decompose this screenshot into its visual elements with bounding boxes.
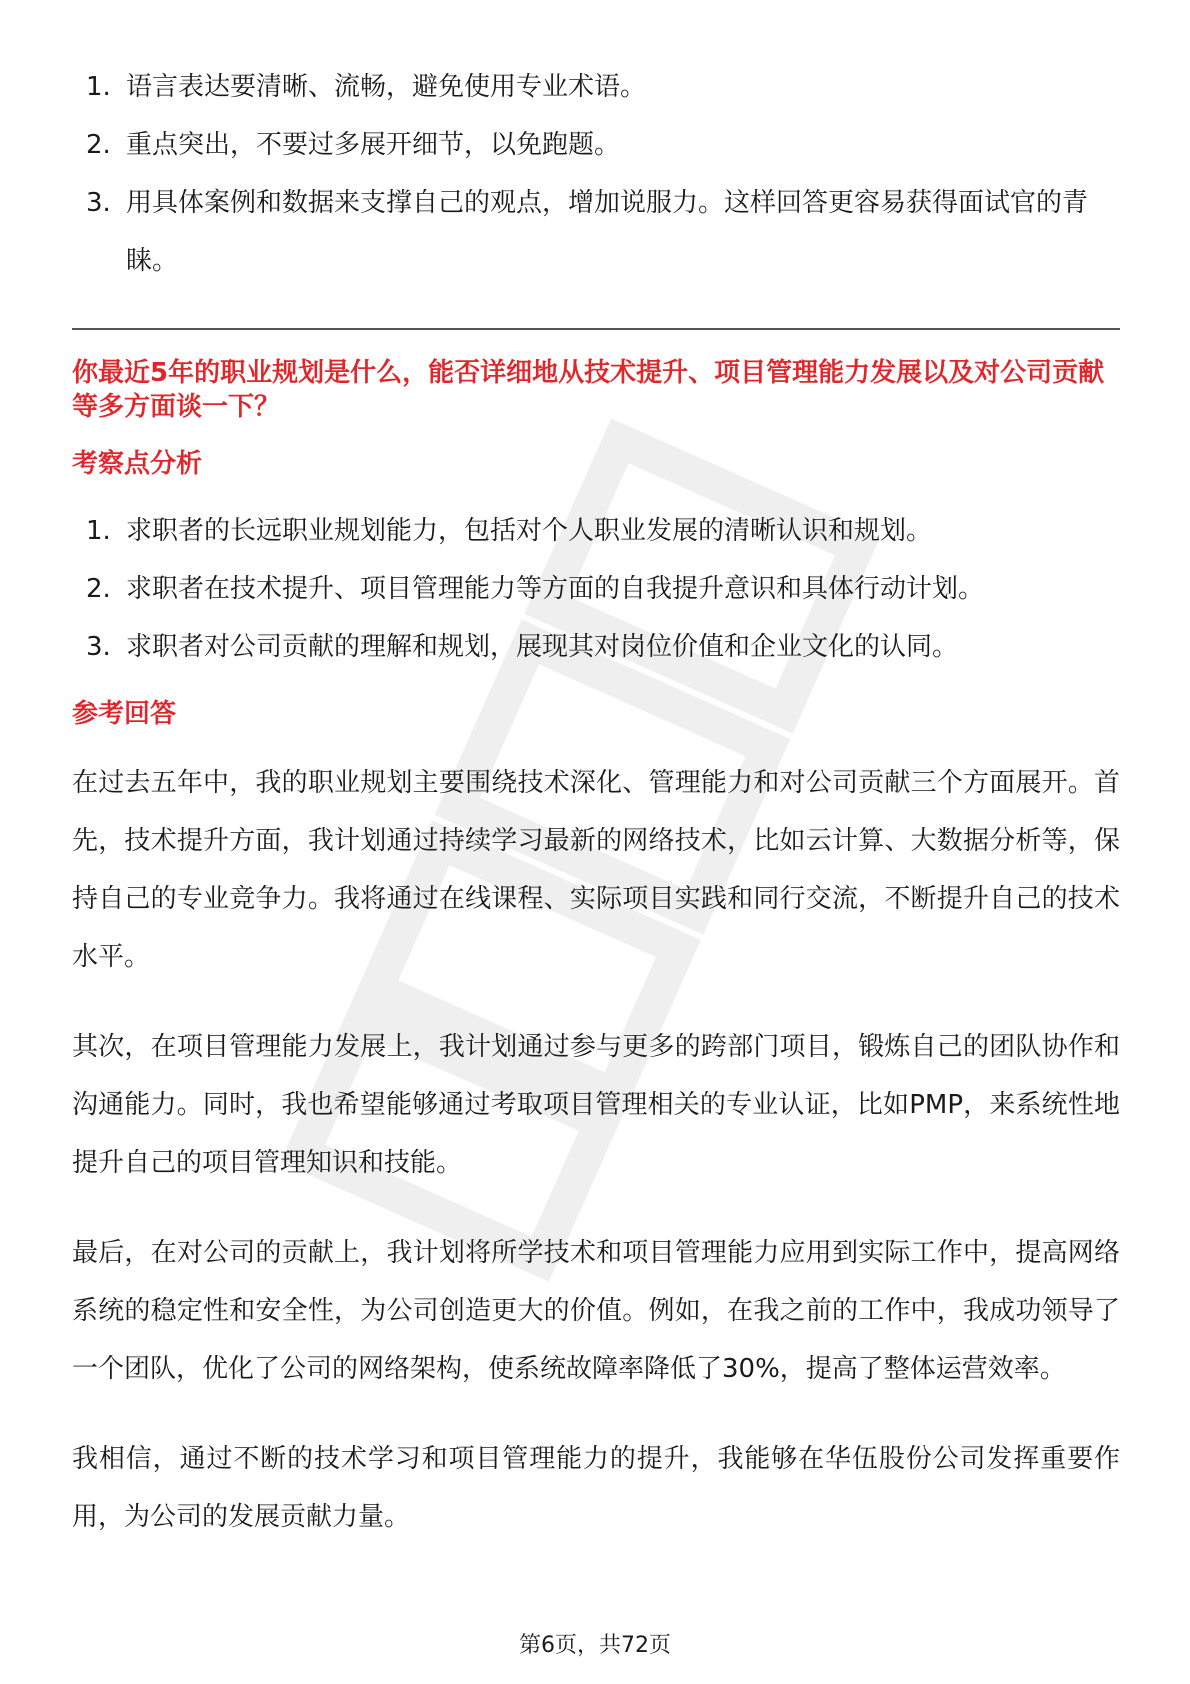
list-item [72,116,1120,174]
previous-tips-list [72,58,1120,290]
list-item [72,58,1120,116]
answer-paragraph: 最后，在对公司的贡献上，我计划将所学技术和项目管理能力应用到实际工作中，提高网络系统的稳定性和安全性，为公司创造更大的价值。例如，在我之前的工作中，我成功领导了一个团队，优化了公司的网络架构，使系统故障率降低了30%，提高了整体运营效率。 [72,1238,1120,1384]
list-text: 语言表达要清晰、流畅，避免使用专业术语。 [126,72,647,102]
list-number: 2. [86,130,111,160]
list-text: 求职者对公司贡献的理解和规划，展现其对岗位价值和企业文化的认同。 [126,632,959,662]
list-item [72,174,1120,290]
list-number: 3. [86,188,111,218]
list-text: 求职者在技术提升、项目管理能力等方面的自我提升意识和具体行动计划。 [126,574,985,604]
list-number: 1. [86,72,111,102]
list-text: 用具体案例和数据来支撑自己的观点，增加说服力。这样回答更容易获得面试官的青睐。 [126,188,1089,276]
answer-paragraph: 我相信，通过不断的技术学习和项目管理能力的提升，我能够在华伍股份公司发挥重要作用，为公司的发展贡献力量。 [72,1444,1120,1532]
analysis-heading: 考察点分析 [72,449,203,479]
interview-question: 你最近5年的职业规划是什么，能否详细地从技术提升、项目管理能力发展以及对公司贡献等多方面谈一下？ [72,358,1105,422]
list-number: 2. [86,574,111,604]
list-number: 3. [86,632,111,662]
answer-paragraph: 其次，在项目管理能力发展上，我计划通过参与更多的跨部门项目，锻炼自己的团队协作和沟通能力。同时，我也希望能够通过考取项目管理相关的专业认证，比如PMP，来系统性地提升自己的项目管理知识和技能。 [72,1032,1120,1178]
page-content [72,58,1120,1578]
list-item [72,502,1120,560]
answer-paragraph: 在过去五年中，我的职业规划主要围绕技术深化、管理能力和对公司贡献三个方面展开。首先，技术提升方面，我计划通过持续学习最新的网络技术，比如云计算、大数据分析等，保持自己的专业竞争力。我将通过在线课程、实际项目实践和同行交流，不断提升自己的技术水平。 [72,768,1120,972]
page-footer: 第6页，共72页 [519,1633,671,1658]
list-text: 重点突出，不要过多展开细节，以免跑题。 [126,130,621,160]
section-divider [72,328,1120,330]
analysis-list [72,502,1120,676]
list-text: 求职者的长远职业规划能力，包括对个人职业发展的清晰认识和规划。 [126,516,933,546]
answer-heading: 参考回答 [72,699,177,729]
list-item [72,560,1120,618]
list-number: 1. [86,516,111,546]
list-item [72,618,1120,676]
